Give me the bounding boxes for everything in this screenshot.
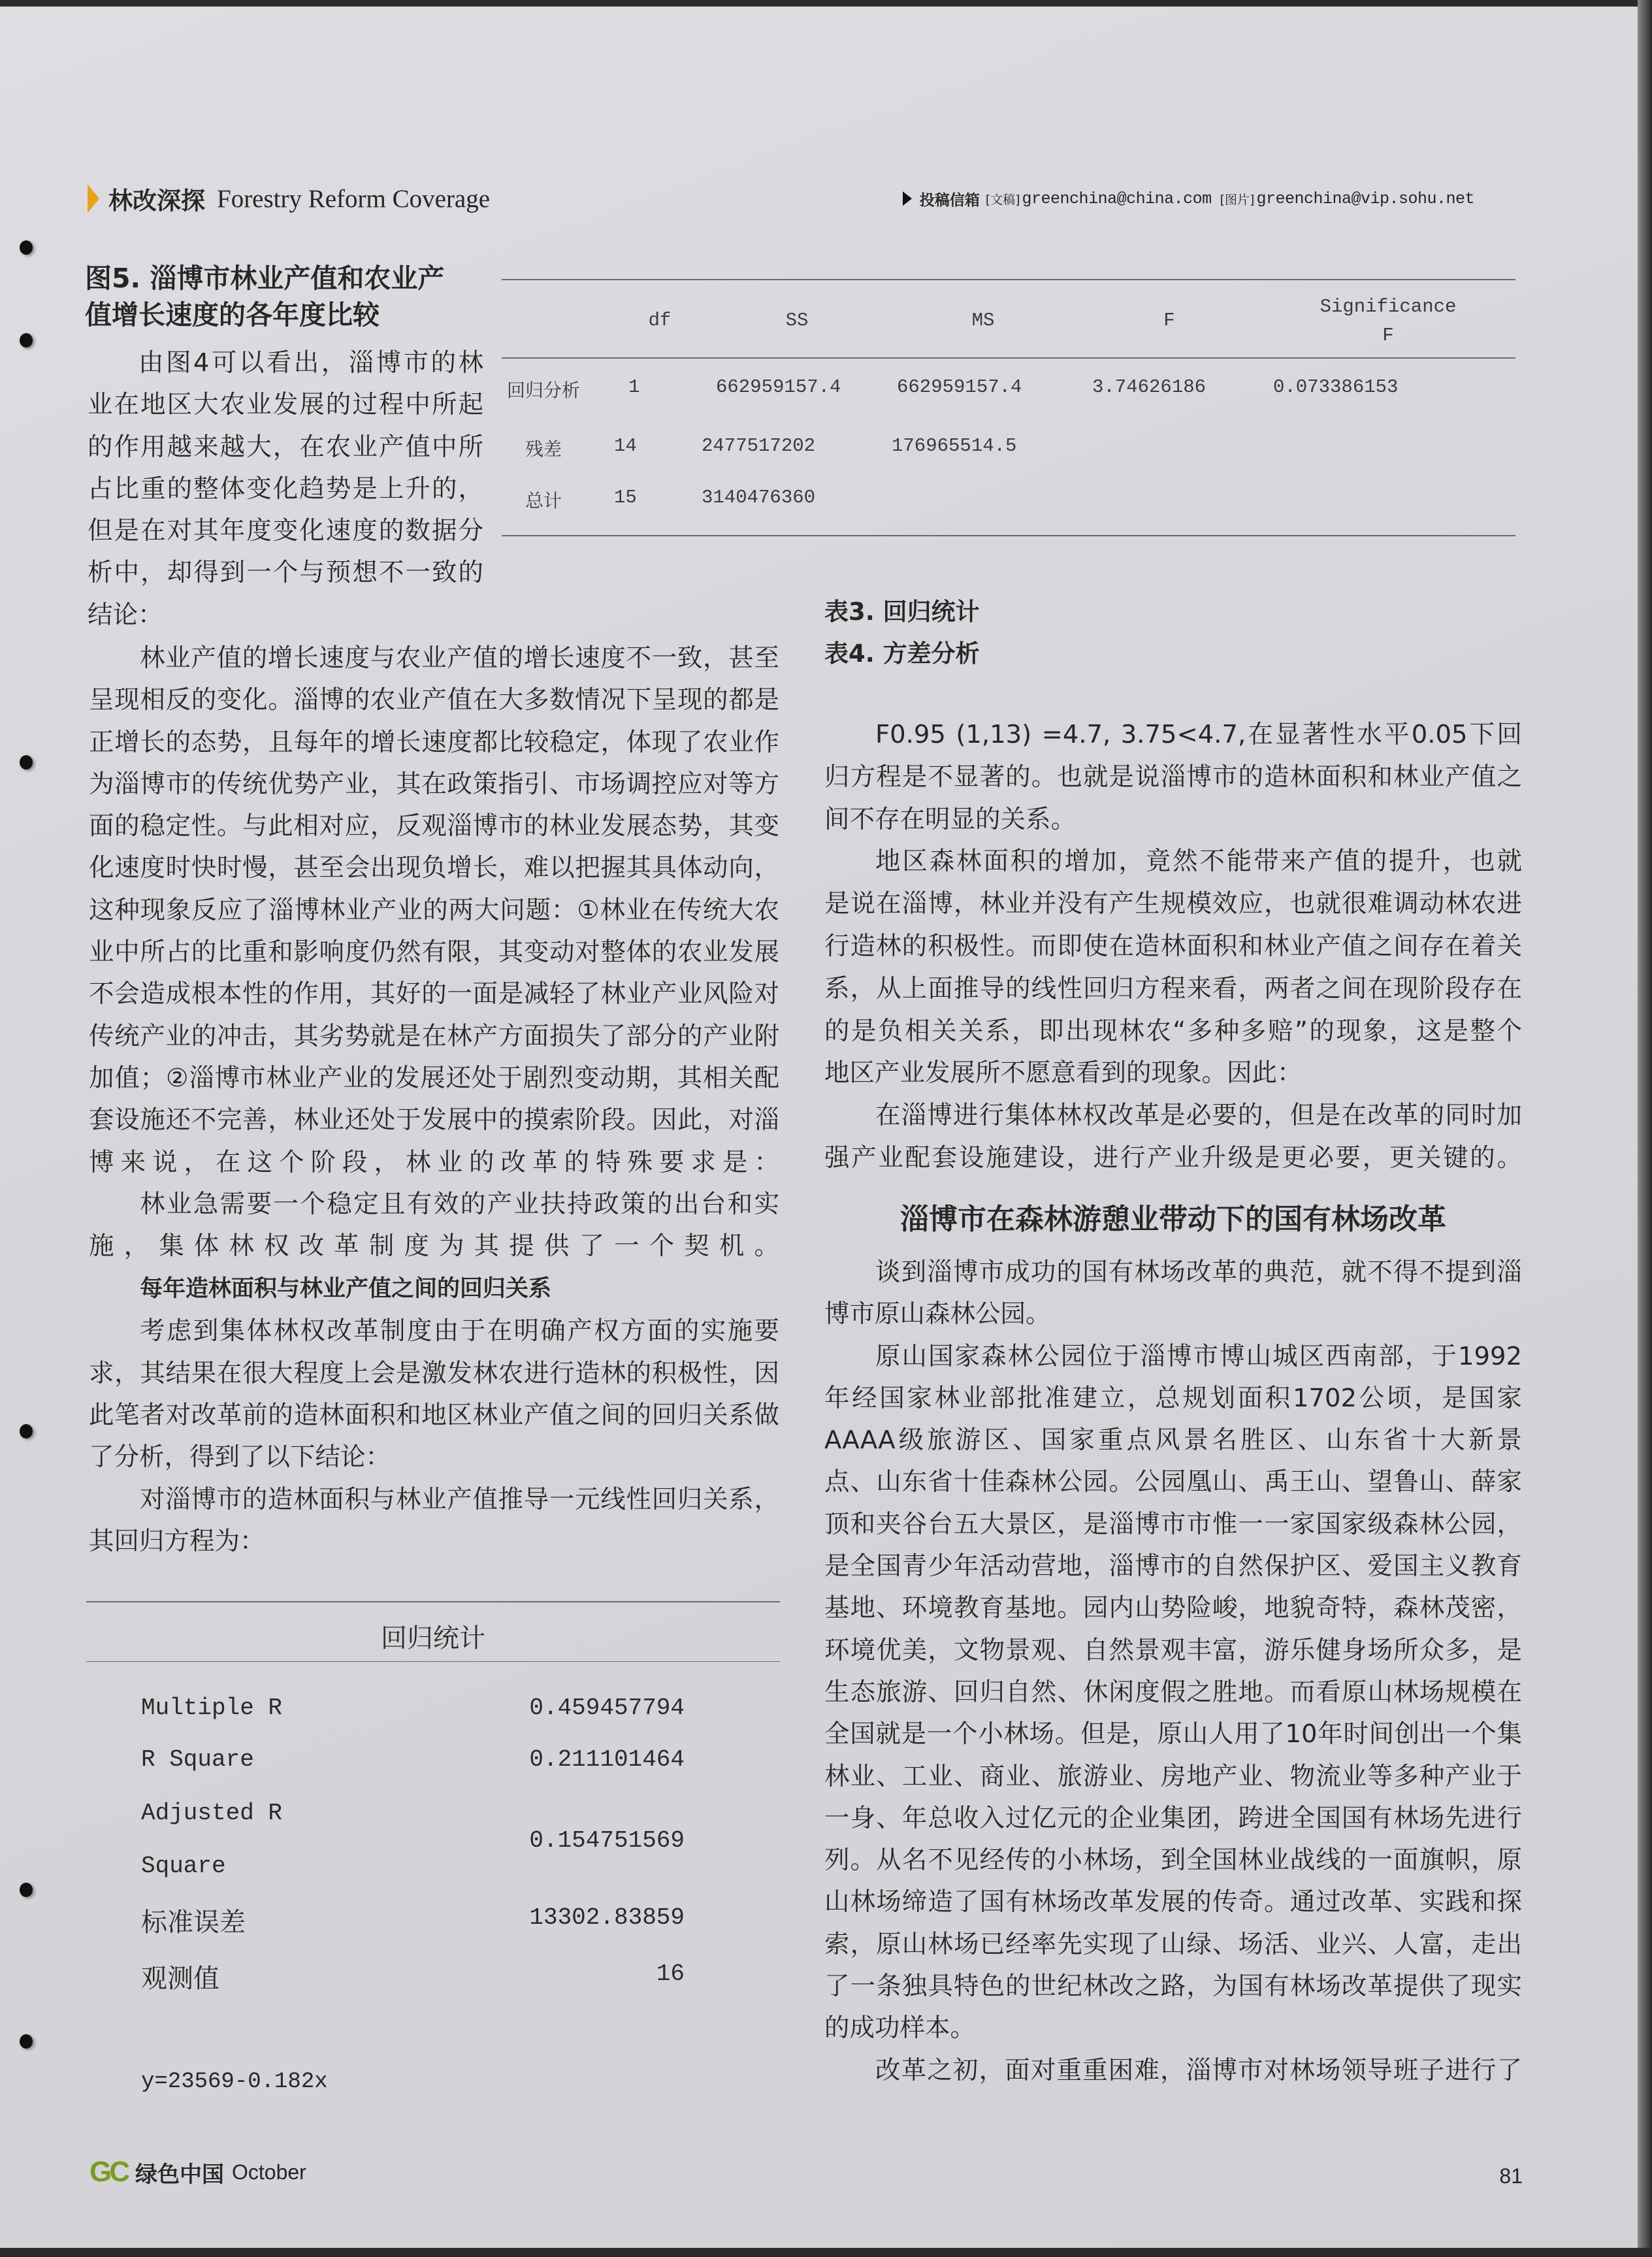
right-body-part1 [824, 714, 1522, 1180]
photo-email: greenchina@vip.sohu.net [1256, 189, 1474, 208]
magazine-name: 绿色中国 [135, 2161, 224, 2188]
text-line: 加值；②淄博市林业产业的发展还处于剧烈变动期，其相关配 [89, 1063, 779, 1093]
paragraph [824, 1336, 1522, 2050]
text-line: 顶和夹谷台五大景区，是淄博市市惟一一家国家级森林公园， [824, 1509, 1522, 1539]
text-line: 地区产业发展所不愿意看到的现象。因此： [824, 1058, 1303, 1088]
text-line: 套设施还不完善，林业还处于发展中的摸索阶段。因此，对淄 [89, 1105, 779, 1135]
text-line: 正增长的态势，且每年的增长速度都比较稳定，体现了农业作 [89, 727, 779, 757]
anova-cell: 3140476360 [702, 487, 816, 508]
regression-equation: y=23569-0.182x [141, 2070, 328, 2094]
text-line: 博市原山森林公园。 [824, 1299, 1051, 1329]
regstat-label: Adjusted R [141, 1800, 283, 1827]
text-line: 面的稳定性。与此相对应，反观淄博市的林业发展态势，其变 [89, 811, 779, 841]
punch-hole [20, 1424, 33, 1438]
anova-header-row [502, 296, 1515, 350]
figure-5-title [85, 260, 487, 333]
play-arrow-icon [903, 191, 912, 206]
text-line: 业中所占的比重和影响度仍然有限，其变动对整体的农业发展 [89, 937, 779, 967]
text-line: 对淄博市的造林面积与林业产值推导一元线性回归关系， [140, 1484, 779, 1514]
anova-header-cell: F [1163, 310, 1175, 331]
text-line: 不会造成根本性的作用，其好的一面是减轻了林业产业风险对 [89, 979, 779, 1009]
anova-row [502, 435, 1515, 461]
regstat-value: 0.459457794 [529, 1695, 685, 1721]
regstat-value: 0.211101464 [529, 1746, 685, 1773]
subheading: 每年造林面积与林业产值之间的回归关系 [140, 1276, 552, 1303]
scan-edge-top [0, 0, 1652, 7]
text-line: 间不存在明显的关系。 [824, 804, 1077, 834]
text-line: 了一条独具特色的世纪林改之路，为国有林场改革提供了现实 [824, 1972, 1522, 2002]
regstat-label: R Square [141, 1746, 254, 1773]
punch-hole [20, 333, 33, 348]
section-title-en: Forestry Reform Coverage [217, 184, 491, 213]
text-line: 施，集体林权改革制度为其提供了一个契机。 [89, 1231, 779, 1261]
paragraph [88, 342, 483, 636]
text-line: 此笔者对改革前的造林面积和地区林业产值之间的回归关系做 [89, 1401, 779, 1431]
text-line: 这种现象反应了淄博林业产业的两大问题：①林业在传统大农 [89, 895, 779, 925]
text-line: 原山国家森林公园位于淄博市博山城区西南部，于1992 [875, 1341, 1522, 1371]
paragraph [824, 714, 1522, 841]
section-heading: 淄博市在森林游憩业带动下的国有林场改革 [900, 1203, 1446, 1236]
text-line: 系，从上面推导的线性回归方程来看，两者之间在现阶段存在 [824, 973, 1522, 1003]
left-body-part2 [89, 1310, 779, 1563]
section-header [88, 183, 490, 214]
anova-header-cell: df [648, 310, 672, 331]
text-line: 求，其结果在很大程度上会是激发林农进行造林的积极性，因 [89, 1358, 779, 1388]
photo-label: [图片] [1220, 192, 1255, 207]
text-line: 基地、环境教育基地。园内山势险峻，地貌奇特，森林茂密， [824, 1593, 1522, 1623]
table-4-caption: 表4. 方差分析 [824, 640, 980, 668]
anova-header-cell [502, 300, 614, 350]
text-line: 为淄博市的传统优势产业，其在政策指引、市场调控应对等方 [89, 769, 779, 799]
left-body [89, 638, 779, 1563]
punch-hole [20, 755, 33, 770]
regstat-title: 回归统计 [381, 1623, 485, 1653]
anova-header-cell: Significance F [1320, 296, 1457, 346]
text-line: 林业、工业、商业、旅游业、房地产业、物流业等多种产业于 [824, 1761, 1522, 1791]
text-line: 由图4可以看出，淄博市的林 [138, 348, 483, 378]
anova-cell: 0.073386153 [1273, 376, 1399, 398]
text-email: greenchina@china.com [1022, 189, 1212, 208]
text-line: 占比重的整体变化趋势是上升的， [88, 474, 483, 504]
footer [89, 2156, 306, 2188]
section-title-cn: 林改深探 [108, 187, 205, 215]
text-line: 强产业配套设施建设，进行产业升级是更必要，更关键的。 [824, 1143, 1522, 1173]
text-line: F0.95 (1,13) =4.7, 3.75<4.7,在显著性水平0.05下回 [875, 720, 1522, 749]
paragraph [89, 1479, 779, 1563]
regstat-label: Multiple R [141, 1695, 283, 1721]
anova-cell: 15 [614, 487, 637, 508]
paragraph [824, 1095, 1522, 1180]
left-body-part1 [89, 638, 779, 1267]
anova-table [502, 281, 1515, 536]
regression-stats-table [86, 1602, 780, 2020]
paragraph [824, 841, 1522, 1095]
paragraph [824, 1252, 1522, 1336]
text-line: 年经国家林业部批准建立，总规划面积1702公顷，是国家 [824, 1383, 1522, 1413]
anova-cell [1255, 435, 1510, 461]
regstat-label-cont: Square [141, 1853, 226, 1879]
anova-cell: 176965514.5 [892, 435, 1017, 457]
text-line: 业在地区大农业发展的过程中所起 [88, 390, 483, 420]
text-line: 析中，却得到一个与预想不一致的 [88, 558, 483, 588]
anova-cell: 1 [628, 376, 640, 398]
scan-edge-bottom [0, 2248, 1652, 2257]
text-line: 索，原山林场已经率先实现了山绿、场活、业兴、人富，走出 [824, 1929, 1522, 1959]
text-line: 点、山东省十佳森林公园。公园凰山、禹王山、望鲁山、薛家 [824, 1467, 1522, 1497]
text-line: 呈现相反的变化。淄博的农业产值在大多数情况下呈现的都是 [89, 685, 779, 715]
anova-header-cell: SS [785, 310, 809, 331]
anova-row [502, 487, 1515, 513]
anova-row [502, 376, 1515, 402]
contact-label: 投稿信箱 [919, 191, 980, 209]
text-line: 生态旅游、回归自然、休闲度假之胜地。而看原山林场规模在 [824, 1677, 1522, 1707]
intro-text [88, 342, 483, 636]
right-body-part2 [824, 1252, 1522, 2092]
text-line: 全国就是一个小林场。但是，原山人用了10年时间创出一个集 [824, 1719, 1522, 1749]
anova-cell [1246, 487, 1501, 513]
text-line: 山林场缔造了国有林场改革发展的传奇。通过改革、实践和探 [824, 1887, 1522, 1917]
anova-cell: 14 [614, 435, 637, 457]
anova-cell [1063, 487, 1246, 513]
text-line: 其回归方程为： [89, 1526, 265, 1556]
text-line: 改革之初，面对重重困难，淄博市对林场领导班子进行了 [875, 2055, 1522, 2085]
anova-cell: 2477517202 [702, 435, 816, 457]
text-line: 在淄博进行集体林权改革是必要的，但是在改革的同时加 [875, 1101, 1522, 1131]
text-line: 是说在淄博，林业并没有产生规模效应，也就很难调动林农进 [824, 889, 1522, 919]
text-line: 行造林的积极性。而即使在造林面积和林业产值之间存在着关 [824, 931, 1522, 961]
anova-cell [1073, 435, 1255, 461]
text-line: 了分析，得到了以下结论： [89, 1442, 391, 1472]
issue-month: October [232, 2160, 306, 2184]
text-line: 结论： [88, 600, 163, 630]
regstat-value: 16 [656, 1960, 685, 1987]
text-line: 地区森林面积的增加，竟然不能带来产值的提升，也就 [875, 847, 1522, 877]
regstat-value: 13302.83859 [529, 1904, 685, 1931]
table-captions [824, 591, 980, 675]
punch-hole [20, 240, 33, 255]
page-number: 81 [1499, 2164, 1523, 2188]
punch-hole [20, 2034, 33, 2049]
anova-cell: 662959157.4 [897, 376, 1022, 398]
text-line: 一身、年总收入过亿元的企业集团，跨进全国国有林场先进行 [824, 1803, 1522, 1833]
text-line: 化速度时快时慢，甚至会出现负增长，难以把握其具体动向， [89, 853, 779, 883]
regstat-value: 0.154751569 [529, 1827, 685, 1854]
figure-title-line: 值增长速度的各年度比较 [85, 299, 380, 331]
text-line: 环境优美，文物景观、自然景观丰富，游乐健身场所众多，是 [824, 1635, 1522, 1665]
paragraph [824, 2050, 1522, 2092]
paragraph [89, 1310, 779, 1478]
table-rule-top [502, 279, 1515, 280]
anova-cell: 662959157.4 [716, 376, 841, 398]
text-line: 博来说，在这个阶段，林业的改革的特殊要求是： [89, 1147, 779, 1177]
text-line: 但是在对其年度变化速度的数据分 [88, 516, 483, 546]
regstat-label: 观测值 [141, 1964, 219, 1994]
anova-cell: 3.74626186 [1092, 376, 1207, 398]
table-3-caption: 表3. 回归统计 [824, 598, 980, 626]
figure-title-line: 图5. 淄博市林业产值和农业产 [85, 263, 445, 294]
paragraph [89, 638, 779, 1184]
text-line: 的是负相关关系，即出现林农“多种多赔”的现象，这是整个 [824, 1016, 1522, 1046]
gc-logo: GC [89, 2156, 127, 2188]
regstat-label: 标准误差 [141, 1908, 246, 1938]
text-line: 传统产业的冲击，其劣势就是在林产方面损失了部分的产业附 [89, 1021, 779, 1051]
text-line: 考虑到集体林权改革制度由于在明确产权方面的实施要 [140, 1316, 779, 1346]
text-line: 列。从名不见经传的小林场，到全国林业战线的一面旗帜，原 [824, 1845, 1522, 1875]
anova-cell [874, 487, 1063, 513]
anova-header-cell: MS [971, 310, 995, 331]
anova-cell: 残差 [525, 438, 562, 460]
text-line: 谈到淄博市成功的国有林场改革的典范，就不得不提到淄 [875, 1258, 1522, 1287]
scan-edge-right [1638, 0, 1652, 2257]
text-line: 林业急需要一个稳定且有效的产业扶持政策的出台和实 [140, 1189, 779, 1219]
text-line: 是全国青少年活动营地，淄博市的自然保护区、爱国主义教育 [824, 1551, 1522, 1582]
text-line: 的作用越来越大，在农业产值中所 [88, 432, 483, 462]
anova-cell: 总计 [525, 490, 562, 511]
text-label: [文稿] [985, 192, 1020, 207]
section-marker-icon [88, 184, 99, 213]
anova-cell: 回归分析 [507, 380, 581, 401]
text-line: AAAA级旅游区、国家重点风景名胜区、山东省十大新景 [824, 1425, 1522, 1455]
contact-info [903, 186, 1481, 212]
paragraph [89, 1184, 779, 1268]
text-line: 的成功样本。 [824, 2013, 976, 2043]
text-line: 林业产值的增长速度与农业产值的增长速度不一致，甚至 [140, 643, 779, 673]
punch-hole [20, 1883, 33, 1897]
text-line: 归方程是不显著的。也就是说淄博市的造林面积和林业产值之 [824, 762, 1522, 792]
